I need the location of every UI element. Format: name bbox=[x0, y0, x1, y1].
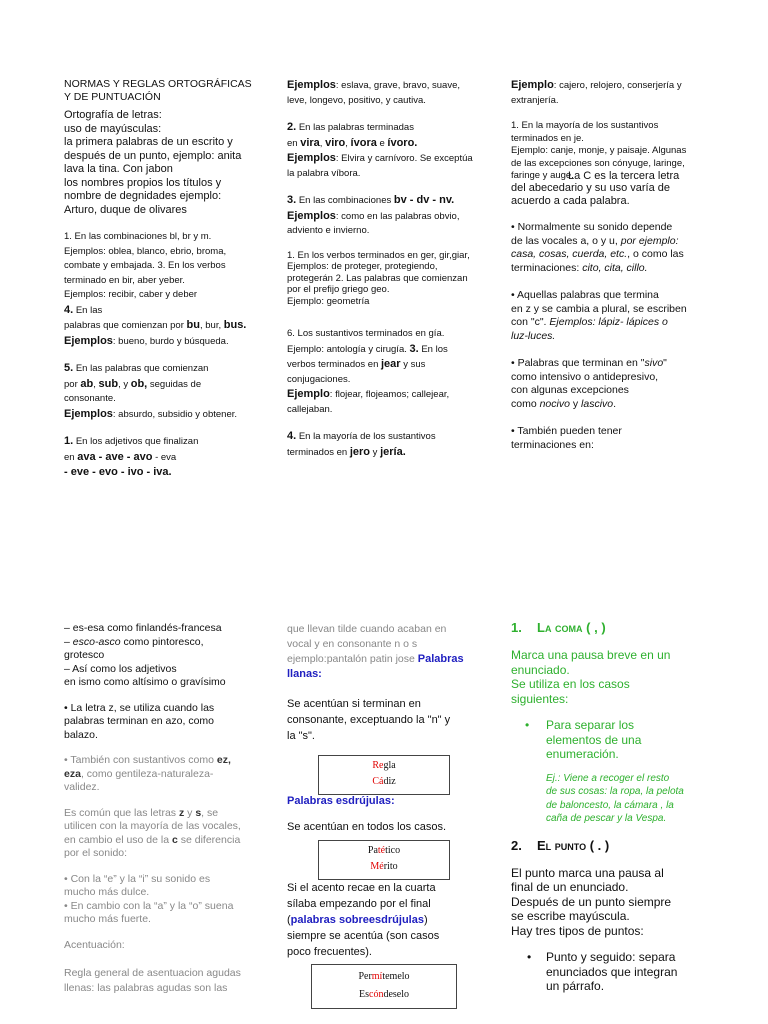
esdrujulas-example-box bbox=[318, 840, 450, 880]
b-rule-5: 5. En las palabras que comienzan por ab, sub, y ob, seguidas de consonante. Ejemplos: absurdo, subsidio y obtener. bbox=[64, 362, 238, 420]
rule-line: • En cambio con la “a” y la “o” suena bbox=[64, 899, 234, 912]
sobreesdrujulas-rule: Si el acento recae en la cuarta sílaba empezando por el final (palabras sobreesdrújulas) siempre se acentúa (son casos poco frecuentes). bbox=[287, 882, 440, 958]
list-line: elementos de una bbox=[546, 732, 642, 747]
agudas-continued bbox=[287, 622, 487, 652]
coma-example bbox=[511, 772, 705, 826]
intro-text bbox=[64, 109, 264, 217]
list-line: enumeración. bbox=[546, 747, 619, 761]
paragraph-line: final de un enunciado. bbox=[511, 880, 629, 894]
top-col-3 bbox=[511, 78, 711, 452]
intro-line: nombre de degnidades ejemplo: bbox=[64, 190, 222, 202]
intro-line: los nombres propios los títulos y bbox=[64, 176, 222, 189]
paragraph-line: Se utiliza en los casos bbox=[511, 677, 630, 691]
llanas-example-box bbox=[318, 755, 450, 795]
rule-line: Ejemplos: oblea, blanco, ebrio, broma, bbox=[64, 245, 227, 257]
rule-line: Ejemplos: de proteger, protegiendo, bbox=[287, 261, 438, 272]
intro-line: Arturo, duque de olivares bbox=[64, 203, 187, 216]
paragraph-line: se escribe mayúscula. bbox=[511, 909, 630, 923]
g-rule-6: 6. Los sustantivos terminados en gía. Ejemplo: antología y cirugía. 3. En los verbos terminados en jear y sus conjugaciones. Ejemplo: flojear, flojeamos; callejear, callejaban. bbox=[287, 328, 450, 415]
rule-line: palabras terminan en azo, como bbox=[64, 715, 214, 727]
rule-line: Ejemplo: geometría bbox=[287, 295, 370, 307]
rule-line: llenas: las palabras agudas son las bbox=[64, 981, 228, 994]
c-intro: La C es la tercera letra bbox=[568, 169, 680, 182]
rule-line: protegerán 2. Las palabras que comienzan bbox=[287, 272, 468, 284]
section-heading-coma: 1. La coma ( , ) bbox=[511, 620, 606, 635]
example-line: de sus cosas: la ropa, la pelota bbox=[546, 786, 684, 797]
rule-line: la "s". bbox=[287, 730, 315, 742]
rule-line: de las excepciones son cónyuge, laringe, bbox=[511, 157, 685, 169]
v-rule-3: 3. En las combinaciones bv - dv - nv. Ejemplos: como en las palabras obvio, adviento e invierno. bbox=[287, 194, 460, 236]
paragraph-line: Marca una pausa breve en un bbox=[511, 648, 671, 662]
rule-line: 1. En las combinaciones bl, br y m. bbox=[64, 231, 212, 242]
rule-line: Ejemplo: canje, monje, y paisaje. Algunas bbox=[511, 145, 687, 156]
document-title: NORMAS Y REGLAS ORTOGRÁFICAS Y DE PUNTUACIÓN bbox=[64, 78, 252, 103]
sound-notes bbox=[64, 873, 264, 927]
intro-line: después de un punto, ejemplo: anita bbox=[64, 149, 242, 162]
c-intro-cont bbox=[511, 182, 711, 207]
v-examples: Ejemplos: eslava, grave, bravo, suave, leve, longevo, positivo, y cautiva. bbox=[287, 79, 460, 106]
rule-line: consonante, exceptuando la "n" y bbox=[287, 714, 451, 726]
coma-intro bbox=[511, 648, 705, 706]
paragraph-line: Después de un punto siempre bbox=[511, 894, 672, 909]
v-rule-2: 2. En las palabras terminadas en vira, viro, ívora e ívoro. Ejemplos: Elvira y carnívoro. Se exceptúa la palabra víbora. bbox=[287, 121, 473, 179]
top-col-1 bbox=[64, 78, 264, 481]
rule-line: mucho más fuerte. bbox=[64, 913, 151, 925]
agudas-example: ejemplo:pantalón patin jose Palabras llanas: bbox=[287, 653, 464, 680]
g-rule-1 bbox=[287, 250, 487, 308]
rule-line: balazo. bbox=[64, 728, 98, 741]
b-rule-4: 4. En las palabras que comienzan por bu, bur, bus. Ejemplos: bueno, burdo y búsqueda. bbox=[64, 303, 247, 347]
rule-line: vocal y en consonante n o s bbox=[287, 638, 418, 650]
rule-line: Ejemplos: recibir, caber y deber bbox=[64, 289, 198, 300]
rule-line: por el prefijo griego geo. bbox=[287, 284, 390, 295]
rule-line: • La letra z, se utiliza cuando las bbox=[64, 701, 215, 714]
c-bullet-2: • Aquellas palabras que termina en z y se cambia a plural, se escriben con "c". Ejemplos: lápiz- lápices o luz-luces. bbox=[511, 289, 687, 342]
rule-line: terminados en je. bbox=[511, 132, 584, 144]
list-line: Punto y seguido: separa bbox=[546, 950, 676, 964]
rule-line: Regla general de asentuacion agudas bbox=[64, 966, 241, 979]
intro-line: la primera palabras de un escrito y bbox=[64, 136, 233, 148]
paragraph-line: siguientes: bbox=[511, 691, 569, 706]
v-rule-1: 1. En los adjetivos que finalizan en ava - ave - avo - eva - eve - evo - ivo - iva. bbox=[64, 435, 199, 478]
rule-line: 1. En la mayoría de los sustantivos bbox=[511, 120, 659, 131]
rule-line: • Con la “e” y la “i” su sonido es bbox=[64, 872, 211, 885]
j-rule-4: 4. En la mayoría de los sustantivos terminados en jero y jería. bbox=[287, 430, 436, 458]
z-rule bbox=[64, 702, 264, 743]
rule-line: del abecedario y su uso varía de bbox=[511, 182, 670, 194]
example-line: Ej.: Viene a recoger el resto bbox=[546, 772, 670, 784]
paragraph-line: Hay tres tipos de puntos: bbox=[511, 923, 644, 938]
esdrujulas-rule: Se acentúan en todos los casos. bbox=[287, 821, 446, 833]
rule-line: terminado en bir, aber yeber. bbox=[64, 274, 185, 286]
c-bullet-3: • Palabras que terminan en "sivo" como intensivo o antidepresivo, con algunas excepciones como nocivo y lascivo. bbox=[511, 357, 667, 410]
rule-line: • Normalmente su sonido depende bbox=[511, 221, 673, 233]
example-word: Cádiz bbox=[372, 776, 396, 787]
coma-list-item: • Para separar los elementos de una enumeración. bbox=[511, 718, 705, 762]
paragraph-line: enunciado. bbox=[511, 662, 570, 677]
rule-line: acuerdo a cada palabra. bbox=[511, 194, 630, 207]
bottom-col-1 bbox=[64, 622, 264, 996]
paragraph-line: El punto marca una pausa al bbox=[511, 865, 664, 880]
intro-line: uso de mayúsculas: bbox=[64, 122, 162, 135]
example-word: Permítemelo bbox=[358, 971, 410, 982]
sobreesdrujulas-example-box bbox=[311, 964, 457, 1009]
b-rule-1 bbox=[64, 230, 264, 303]
top-col-2 bbox=[287, 78, 487, 460]
rule-line: 1. En los verbos terminados en ger, gir,giar, bbox=[287, 249, 470, 261]
llanas-rule bbox=[287, 696, 487, 744]
j-examples: Ejemplo: cajero, relojero, conserjería y extranjería. bbox=[511, 79, 682, 106]
example-line: caña de pescar y la Vespa. bbox=[546, 813, 667, 824]
rule-line: Se acentúan si terminan en bbox=[287, 698, 421, 710]
z-sustantivos: • También con sustantivos como ez, eza, como gentileza-naturaleza- validez. bbox=[64, 754, 231, 793]
punto-intro bbox=[511, 866, 705, 939]
accent-rule bbox=[64, 966, 264, 996]
example-word: Mérito bbox=[370, 861, 398, 872]
c-bullet-4: • También pueden tener terminaciones en: bbox=[511, 425, 622, 451]
esdrujulas-heading: Palabras esdrújulas: bbox=[287, 795, 395, 807]
list-line: enunciados que integran bbox=[546, 964, 678, 979]
punto-list-item: • Punto y seguido: separa enunciados que integran un párrafo. bbox=[511, 950, 705, 994]
rule-line: faringe y auge. bbox=[511, 170, 574, 181]
intro-line: Ortografía de letras: bbox=[64, 109, 162, 121]
rule-line: que llevan tilde cuando acaban en bbox=[287, 623, 447, 635]
list-line: un párrafo. bbox=[546, 979, 605, 993]
example-line: de baloncesto, la cámara , la bbox=[546, 799, 674, 811]
rule-line: combate y embajada. 3. En los verbos bbox=[64, 260, 226, 271]
rule-line: mucho más dulce. bbox=[64, 886, 150, 898]
list-line: Para separar los bbox=[546, 718, 635, 732]
section-heading-punto: 2. El punto ( . ) bbox=[511, 837, 610, 853]
z-endings: – es-esa como finlandés-francesa – esco-asco como pintoresco, grotesco – Así como los adjetivos en ismo como altísimo o gravísimo bbox=[64, 622, 226, 688]
example-word: Patético bbox=[367, 845, 401, 856]
intro-line: lava la tina. Con jabon bbox=[64, 163, 173, 175]
example-word: Escóndeselo bbox=[359, 989, 409, 1000]
example-word: Regla bbox=[372, 760, 396, 771]
c-bullet-1: • Normalmente su sonido depende de las vocales a, o y u, por ejemplo: casa, cosas, cuerda, etc., o como las terminaciones: cito, cita, cillo. bbox=[511, 221, 684, 274]
accent-heading: Acentuación: bbox=[64, 938, 125, 951]
bottom-col-2 bbox=[287, 622, 487, 744]
bottom-col-3 bbox=[511, 620, 705, 994]
zs-comparison: Es común que las letras z y s, se utilicen con la mayoría de las vocales, en cambio el uso de la c se diferencia por el sonido: bbox=[64, 806, 241, 859]
